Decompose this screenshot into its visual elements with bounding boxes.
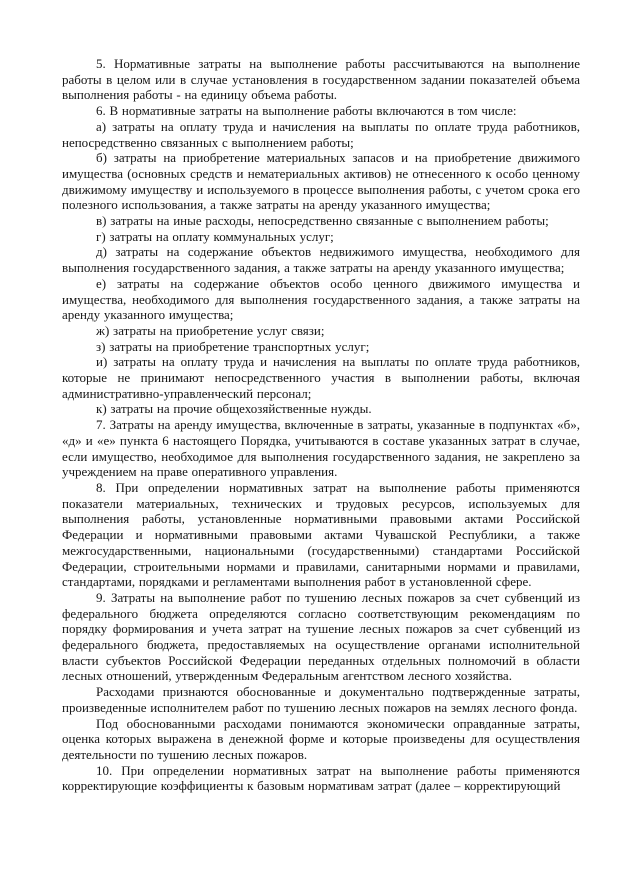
paragraph-7: 7. Затраты на аренду имущества, включенные в затраты, указанные в подпунктах «б», «д» и «е» пункта 6 настоящего Порядка, учитываются в составе указанных затрат в случае, если имущество, необходимое для выполнения государственного задания, не закреплено за учреждением на праве оперативного управления. bbox=[62, 417, 580, 480]
paragraph-6-subitem-g: г) затраты на оплату коммунальных услуг; bbox=[96, 228, 334, 244]
paragraph-6-subitem-b: б) затраты на приобретение материальных запасов и на приобретение движимого имущества (основных средств и нематериальных активов) не отнесенного к особо ценному движимому имуществу и используемого в процессе выполнения работы, с учетом срока его полезного использования, а также затраты на аренду указанного имущества; bbox=[62, 150, 580, 213]
paragraph-6-subitem-e: е) затраты на содержание объектов особо ценного движимого имущества и имущества, необходимого для выполнения государственного задания, а также затраты на аренду указанного имущества; bbox=[62, 275, 580, 323]
paragraph-6-subitem-a: а) затраты на оплату труда и начисления на выплаты по оплате труда работников, непосредственно связанных с выполнением работы; bbox=[62, 118, 580, 150]
paragraph-6-subitem-i: и) затраты на оплату труда и начисления на выплаты по оплате труда работников, которые не принимают непосредственного участия в выполнении работы, включая административно-управленческий персонал; bbox=[62, 354, 580, 401]
paragraph-9: 9. Затраты на выполнение работ по тушению лесных пожаров за счет субвенций из федерального бюджета определяются согласно соответствующим рекомендациям по порядку формирования и учета затрат на тушение лесных пожаров за счет субвенций из федерального бюджета, предоставляемых на осуществление органами исполнительной власти субъектов Российской Федерации переданных отдельных полномочий в области лесных отношений, утвержденным Федеральным агентством лесного хозяйства. bbox=[62, 589, 580, 684]
paragraph-6-subitem-v: в) затраты на иные расходы, непосредственно связанные с выполнением работы; bbox=[96, 213, 549, 229]
paragraph-9-justified-expenses: Под обоснованными расходами понимаются экономически оправданные затраты, оценка которых выражена в денежной форме и которые произведены для осуществления деятельности по тушению лесных пожаров. bbox=[62, 715, 580, 762]
paragraph-6-subitem-zh: ж) затраты на приобретение услуг связи; bbox=[96, 322, 325, 338]
paragraph-9-expenses: Расходами признаются обоснованные и документально подтвержденные затраты, произведенные исполнителем работ по тушению лесных пожаров на землях лесного фонда. bbox=[62, 684, 580, 715]
paragraph-5: 5. Нормативные затраты на выполнение работы рассчитываются на выполнение работы в целом или в случае установления в государственном задании показателей объема выполнения работы - на единицу объема работы. bbox=[62, 56, 580, 103]
paragraph-6-intro: 6. В нормативные затраты на выполнение работы включаются в том числе: bbox=[96, 103, 517, 119]
paragraph-6-subitem-z: з) затраты на приобретение транспортных услуг; bbox=[96, 338, 370, 354]
paragraph-10: 10. При определении нормативных затрат на выполнение работы применяются корректирующие коэффициенты к базовым нормативам затрат (далее – корректирующий bbox=[62, 762, 580, 794]
paragraph-6-subitem-k: к) затраты на прочие общехозяйственные нужды. bbox=[96, 401, 372, 417]
paragraph-6-subitem-d: д) затраты на содержание объектов недвижимого имущества, необходимого для выполнения государственного задания, а также затраты на аренду указанного имущества; bbox=[62, 244, 580, 276]
paragraph-8: 8. При определении нормативных затрат на выполнение работы применяются показатели материальных, технических и трудовых ресурсов, используемых для выполнения работы, установленные нормативными правовыми актами Российской Федерации и нормативными правовыми актами Чувашской Республики, а также межгосударственными, национальными (государственными) стандартами Российской Федерации, строительными нормами и правилами, санитарными нормами и правилами, стандартами, порядками и регламентами выполнения работ в установленной сфере. bbox=[62, 479, 580, 590]
